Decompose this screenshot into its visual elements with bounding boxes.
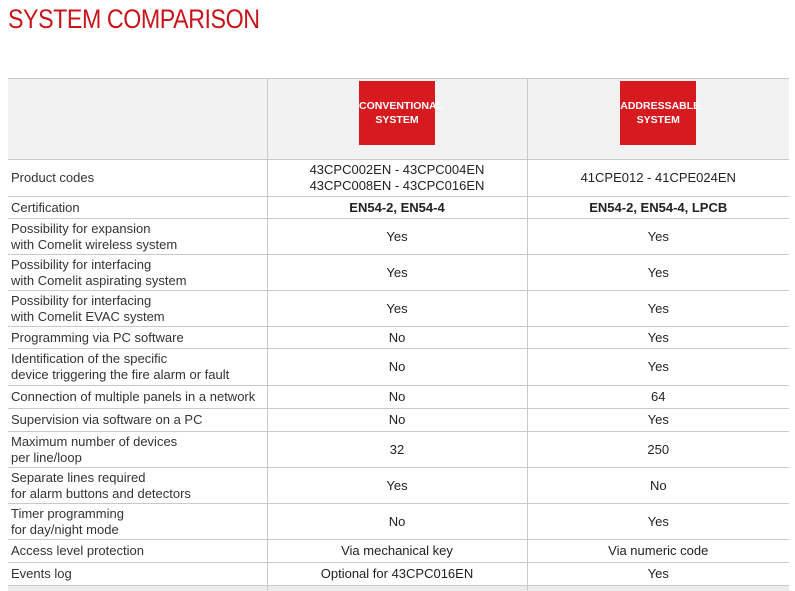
conventional-value-cell-text: Yes — [386, 477, 408, 493]
feature-label-cell-text: Product codes — [11, 170, 95, 185]
conventional-header-cell — [267, 79, 527, 160]
feature-label-cell — [8, 197, 267, 219]
addressable-badge-line-1: ADDRESSABLE — [620, 100, 701, 112]
addressable-value-cell-text: Yes — [647, 264, 669, 280]
conventional-value-cell-text: No — [388, 359, 406, 374]
feature-label-cell-text: Possibility for interfacing — [11, 292, 152, 308]
table-row — [8, 219, 789, 255]
addressable-value-cell — [527, 504, 789, 540]
addressable-value-cell-text: Yes — [647, 228, 669, 244]
feature-label-cell — [8, 349, 267, 386]
addressable-value-cell — [527, 255, 789, 291]
addressable-value-cell — [527, 160, 789, 197]
feature-label-cell-text: with Comelit EVAC system — [11, 308, 165, 324]
addressable-value-cell-text: 64 — [651, 389, 666, 404]
feature-label-cell-text: Possibility for interfacing — [11, 256, 152, 272]
conventional-value-cell — [267, 504, 527, 540]
feature-label-cell-text: Connection of multiple panels in a network — [11, 389, 256, 404]
conventional-value-cell-text: EN54-2, EN54-4 — [349, 199, 445, 215]
addressable-value-cell — [527, 197, 789, 219]
table-footer-strip — [8, 586, 789, 591]
table-row — [8, 255, 789, 291]
conventional-value-cell — [267, 327, 527, 349]
addressable-value-cell-text: Via numeric code — [608, 543, 709, 558]
conventional-value-cell-text: 43CPC002EN - 43CPC004EN — [309, 162, 485, 177]
feature-label-cell — [8, 563, 267, 586]
feature-label-cell — [8, 219, 267, 255]
header-blank-cell — [8, 79, 267, 160]
table-row — [8, 386, 789, 409]
feature-label-cell-text: Timer programming — [11, 505, 124, 521]
feature-label-cell — [8, 386, 267, 409]
conventional-value-cell-text: Yes — [386, 228, 408, 244]
addressable-value-cell — [527, 219, 789, 255]
feature-label-cell-text: with Comelit aspirating system — [11, 272, 187, 288]
conventional-value-cell-text: Optional for 43CPC016EN — [320, 566, 474, 581]
addressable-value-cell-text: 250 — [647, 441, 670, 457]
addressable-header-cell — [527, 79, 789, 160]
addressable-value-cell — [527, 349, 789, 386]
conventional-value-cell — [267, 540, 527, 563]
table-row — [8, 291, 789, 327]
conventional-value-cell — [267, 386, 527, 409]
conventional-value-cell — [267, 160, 527, 197]
feature-label-cell-text: Possibility for expansion — [11, 220, 151, 236]
addressable-value-cell — [527, 386, 789, 409]
addressable-value-cell — [527, 468, 789, 504]
table-row — [8, 504, 789, 540]
conventional-value-cell-text: No — [388, 329, 406, 345]
conventional-value-cell-text: Yes — [386, 264, 408, 280]
addressable-value-cell — [527, 291, 789, 327]
conventional-value-cell — [267, 197, 527, 219]
addressable-value-cell-text: Yes — [647, 329, 669, 345]
feature-label-cell-text: for alarm buttons and detectors — [11, 485, 191, 501]
conventional-value-cell — [267, 349, 527, 386]
table-row — [8, 327, 789, 349]
addressable-value-cell — [527, 563, 789, 586]
conventional-system-badge — [359, 81, 443, 145]
feature-label-cell-text: per line/loop — [11, 449, 82, 465]
addressable-badge-line-2: SYSTEM — [636, 114, 680, 126]
addressable-value-cell-text: 41CPE012 - 41CPE024EN — [580, 170, 736, 185]
conventional-value-cell — [267, 468, 527, 504]
feature-label-cell — [8, 291, 267, 327]
conventional-value-cell-text: Yes — [386, 300, 408, 316]
addressable-value-cell-text: Yes — [647, 412, 669, 427]
conventional-value-cell — [267, 219, 527, 255]
table-row — [8, 349, 789, 386]
conventional-value-cell — [267, 432, 527, 468]
conventional-value-cell — [267, 255, 527, 291]
table-row — [8, 540, 789, 563]
addressable-value-cell-text: No — [649, 477, 667, 493]
feature-label-cell — [8, 409, 267, 432]
feature-label-cell — [8, 160, 267, 197]
feature-label-cell — [8, 432, 267, 468]
conventional-value-cell-text: Via mechanical key — [341, 543, 453, 558]
addressable-value-cell — [527, 432, 789, 468]
addressable-value-cell — [527, 540, 789, 563]
addressable-value-cell-text: EN54-2, EN54-4, LPCB — [589, 199, 728, 215]
feature-label-cell — [8, 468, 267, 504]
footer-separator — [267, 586, 268, 591]
feature-label-cell-text: Access level protection — [11, 543, 144, 558]
feature-label-cell — [8, 327, 267, 349]
feature-label-cell — [8, 255, 267, 291]
feature-label-cell-text: Events log — [11, 566, 72, 581]
conventional-value-cell — [267, 409, 527, 432]
conventional-value-cell — [267, 291, 527, 327]
footer-separator — [527, 586, 528, 591]
conventional-value-cell-text: 32 — [389, 441, 405, 457]
table-row — [8, 468, 789, 504]
table-row — [8, 197, 789, 219]
addressable-value-cell-text: Yes — [647, 359, 669, 374]
addressable-value-cell — [527, 327, 789, 349]
feature-label-cell-text: Identification of the specific — [11, 351, 168, 366]
feature-label-cell-text: Maximum number of devices — [11, 433, 178, 449]
table-row — [8, 563, 789, 586]
feature-label-cell — [8, 540, 267, 563]
feature-label-cell-text: for day/night mode — [11, 521, 119, 537]
conventional-value-cell — [267, 563, 527, 586]
table-header-row — [8, 79, 789, 160]
table-row — [8, 432, 789, 468]
conventional-value-cell-text: 43CPC008EN - 43CPC016EN — [309, 178, 485, 193]
feature-label-cell — [8, 504, 267, 540]
feature-label-cell-text: device triggering the fire alarm or fault — [11, 367, 230, 382]
feature-label-cell-text: Separate lines required — [11, 469, 146, 485]
feature-label-cell-text: Supervision via software on a PC — [11, 412, 203, 427]
conventional-badge-line-2: SYSTEM — [375, 114, 419, 126]
addressable-value-cell-text: Yes — [647, 513, 669, 529]
addressable-value-cell — [527, 409, 789, 432]
conventional-badge-line-1: CONVENTIONAL — [359, 100, 443, 112]
addressable-value-cell-text: Yes — [647, 566, 669, 581]
table-row — [8, 160, 789, 197]
feature-label-cell-text: with Comelit wireless system — [11, 236, 178, 252]
feature-label-cell-text: Certification — [11, 199, 80, 215]
conventional-value-cell-text: No — [388, 389, 406, 404]
table-row — [8, 409, 789, 432]
addressable-value-cell-text: Yes — [647, 300, 669, 316]
comparison-table — [8, 78, 789, 586]
page-title: SYSTEM COMPARISON — [8, 4, 260, 34]
conventional-value-cell-text: No — [388, 513, 406, 529]
feature-label-cell-text: Programming via PC software — [11, 329, 184, 345]
addressable-system-badge — [620, 81, 701, 145]
conventional-value-cell-text: No — [388, 412, 406, 427]
